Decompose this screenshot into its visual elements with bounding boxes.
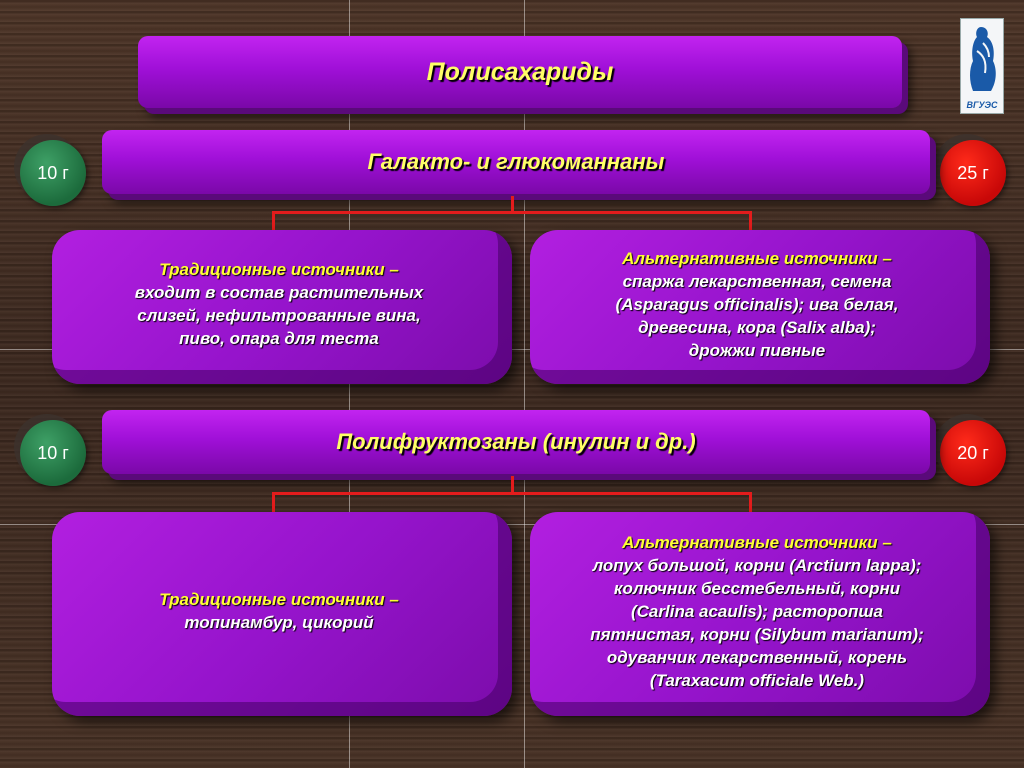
page-title: Полисахариды (426, 57, 614, 86)
traditional-sources-box-2 (52, 512, 512, 716)
alternative-line: одуванчик лекарственный, корень (606, 647, 908, 667)
grid-line (524, 0, 525, 768)
alternative-line: лопух большой, корни (Arctiurn lappa); (592, 555, 922, 575)
alternative-line: дрожжи пивные (688, 340, 826, 360)
traditional-head-2: Традиционные источники – (159, 590, 399, 609)
section-heading-2: Полифруктозаны (инулин и др.) (336, 429, 696, 454)
alternative-line: (Asparagus officinalis); ива белая, (615, 294, 899, 314)
min-dose-badge-1 (20, 140, 86, 206)
max-dose-2: 20 г (957, 442, 989, 463)
alternative-line: пятнистая, корни (Silybum marianum); (590, 624, 924, 644)
university-logo (960, 18, 1004, 114)
alternative-line: древесина, кора (Salix alba); (638, 317, 876, 337)
alternative-line: (Taraxacum officiale Web.) (649, 670, 865, 690)
max-dose-1: 25 г (957, 162, 989, 183)
alternative-head-1: Альтернативные источники – (622, 248, 892, 268)
section-heading-1: Галакто- и глюкоманнаны (367, 149, 665, 174)
connector-horizontal-2 (272, 492, 752, 495)
alternative-line: (Carlina acaulis); расторопша (630, 601, 883, 621)
min-dose-1: 10 г (37, 162, 69, 183)
title-bar (138, 36, 902, 108)
section-heading-bar-1 (102, 130, 930, 194)
traditional-sources-box-1 (52, 230, 512, 384)
traditional-line: топинамбур, цикорий (184, 613, 374, 632)
alternative-sources-box-2 (530, 512, 990, 716)
max-dose-badge-1 (940, 140, 1006, 206)
alternative-line: спаржа лекарственная, семена (622, 271, 892, 291)
traditional-line: входит в состав растительных (134, 283, 424, 302)
traditional-head-1: Традиционные источники – (159, 260, 399, 279)
max-dose-badge-2 (940, 420, 1006, 486)
alternative-head-2: Альтернативные источники – (622, 532, 892, 552)
connector-horizontal-1 (272, 211, 752, 214)
alternative-line: колючник бесстебельный, корни (613, 578, 901, 598)
statue-icon (961, 21, 1003, 99)
alternative-sources-box-1 (530, 230, 990, 384)
section-heading-bar-2 (102, 410, 930, 474)
traditional-line: пиво, опара для теста (179, 329, 379, 348)
traditional-line: слизей, нефильтрованные вина, (137, 306, 421, 325)
logo-text: ВГУЭС (966, 100, 998, 110)
min-dose-badge-2 (20, 420, 86, 486)
min-dose-2: 10 г (37, 442, 69, 463)
